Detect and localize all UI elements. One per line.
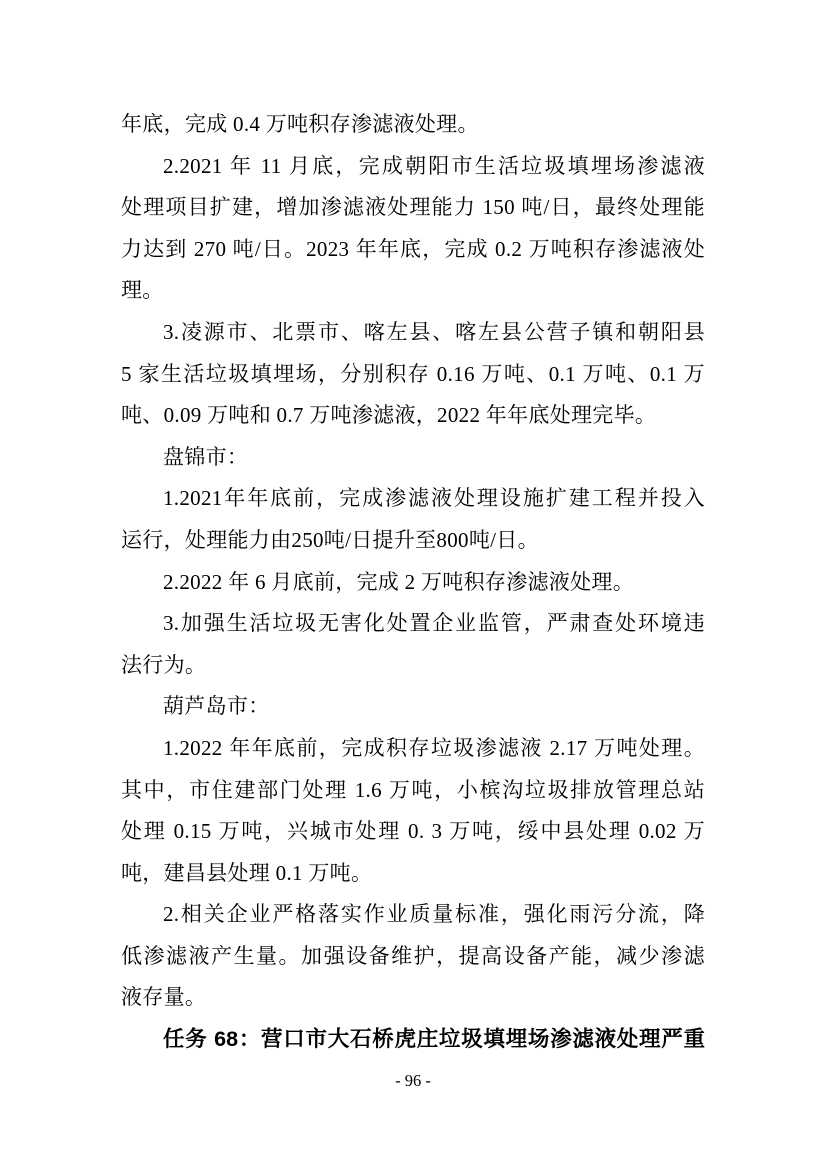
page-number: - 96 -	[395, 1071, 431, 1090]
paragraph-line: 理。	[121, 278, 164, 303]
paragraph-line: 1.2021年年底前，完成渗滤液处理设施扩建工程并投入	[163, 486, 705, 511]
para-chaoyang-item-2	[121, 146, 705, 312]
para-chaoyang-item-3	[121, 312, 705, 437]
paragraph-line: 处理 0.15 万吨，兴城市处理 0. 3 万吨，绥中县处理 0.02 万	[121, 819, 705, 844]
para-panjin-city	[121, 437, 705, 479]
paragraph-line: 吨、0.09 万吨和 0.7 万吨渗滤液，2022 年年底处理完毕。	[121, 403, 657, 428]
paragraph-line: 3.凌源市、北票市、喀左县、喀左县公营子镇和朝阳县	[163, 319, 705, 344]
para-huludao-city	[121, 686, 705, 728]
paragraph-line: 1.2022 年年底前，完成积存垃圾渗滤液 2.17 万吨处理。	[163, 735, 705, 760]
para-task-68-heading	[121, 1019, 705, 1061]
para-continuation	[121, 104, 705, 146]
para-huludao-item-2	[121, 894, 705, 1019]
paragraph-line: 处理项目扩建，增加渗滤液处理能力 150 吨/日，最终处理能	[121, 195, 705, 220]
paragraph-line: 吨，建昌县处理 0.1 万吨。	[121, 860, 373, 885]
para-huludao-item-1	[121, 728, 705, 894]
paragraph-line: 2.2022 年 6 月底前，完成 2 万吨积存渗滤液处理。	[163, 569, 634, 594]
paragraph-line: 运行，处理能力由250吨/日提升至800吨/日。	[121, 527, 539, 552]
paragraph-line: 其中，市住建部门处理 1.6 万吨，小槟沟垃圾排放管理总站	[121, 777, 705, 802]
paragraph-line: 5 家生活垃圾填埋场，分别积存 0.16 万吨、0.1 万吨、0.1 万	[121, 361, 705, 386]
paragraph-line: 盘锦市：	[163, 444, 249, 469]
paragraph-line: 年底，完成 0.4 万吨积存渗滤液处理。	[121, 112, 479, 136]
paragraph-line: 力达到 270 吨/日。2023 年年底，完成 0.2 万吨积存渗滤液处	[121, 236, 705, 261]
paragraph-line: 2.相关企业严格落实作业质量标准，强化雨污分流，降	[163, 902, 705, 927]
paragraph-line: 任务 68：营口市大石桥虎庄垃圾填埋场渗滤液处理严重	[163, 1027, 705, 1052]
paragraph-line: 葫芦岛市：	[163, 694, 270, 719]
para-panjin-item-3	[121, 603, 705, 686]
para-panjin-item-2	[121, 562, 705, 604]
paragraph-line: 3.加强生活垃圾无害化处置企业监管，严肃查处环境违	[163, 611, 705, 636]
paragraph-line: 低渗滤液产生量。加强设备维护，提高设备产能，减少渗滤	[121, 943, 705, 968]
paragraph-line: 液存量。	[121, 985, 207, 1010]
para-panjin-item-1	[121, 478, 705, 561]
text-block	[121, 104, 705, 1061]
paragraph-line: 2.2021 年 11 月底，完成朝阳市生活垃圾填埋场渗滤液	[163, 153, 705, 178]
paragraph-line: 法行为。	[121, 652, 207, 677]
